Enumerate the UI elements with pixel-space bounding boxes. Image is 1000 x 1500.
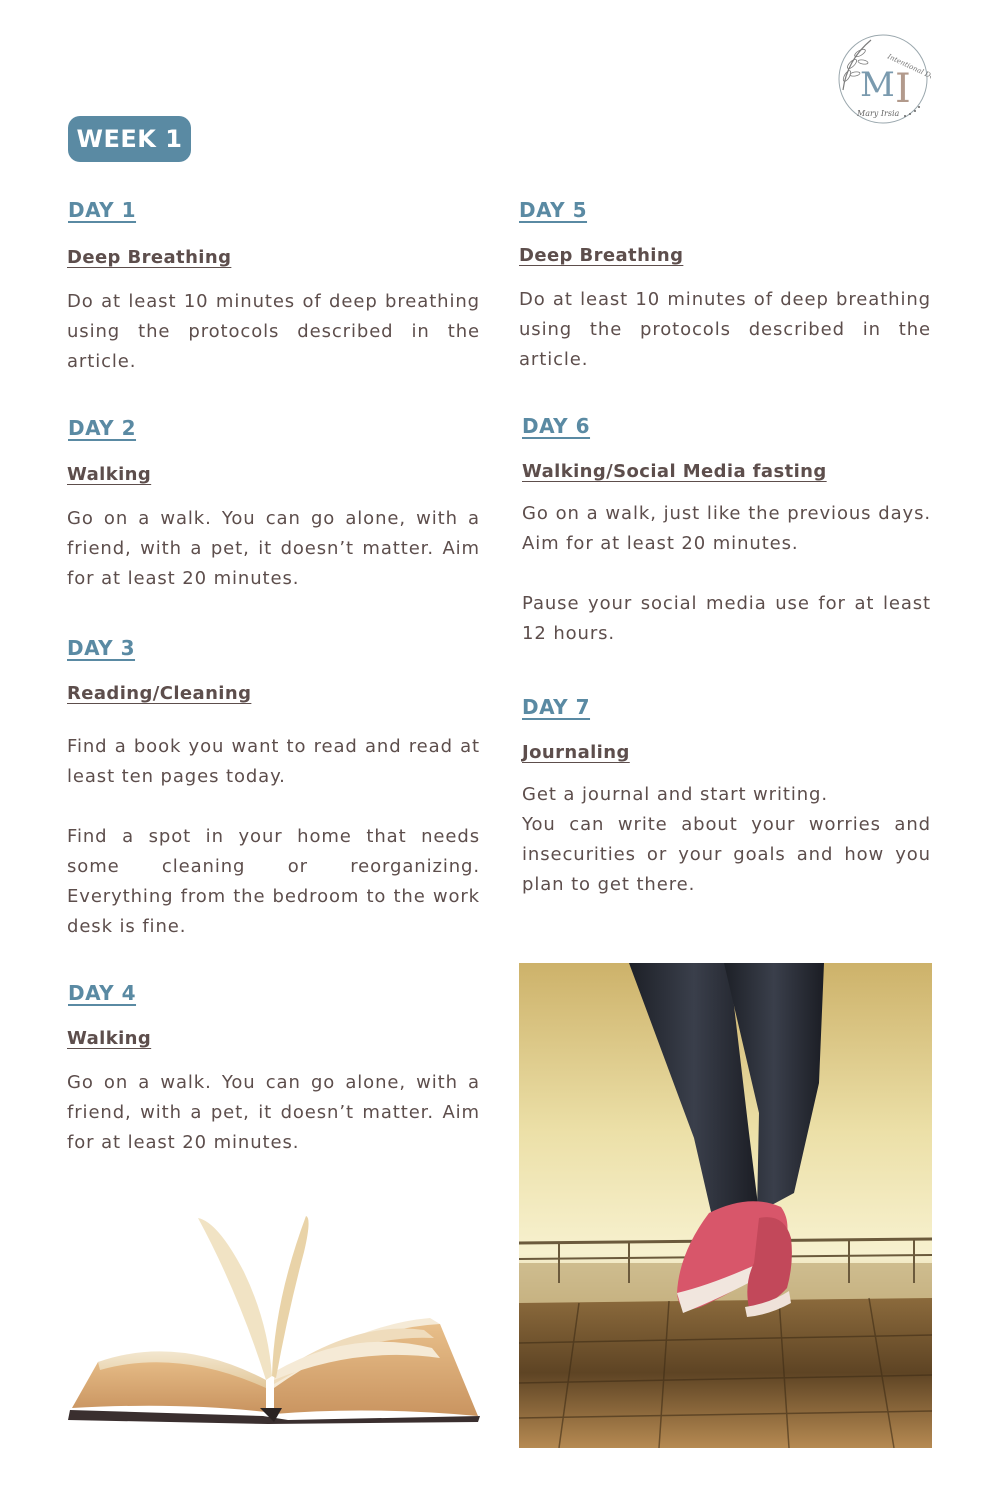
week-badge: WEEK 1 [68, 116, 191, 162]
day-4-text: Go on a walk. You can go alone, with a friend, with a pet, it doesn’t matter. Aim for at least 20 minutes. [67, 1072, 480, 1153]
day-7-text-2: You can write about your worries and insecurities or your goals and how you plan to get there. [522, 814, 931, 895]
day-6-title: DAY 6 [522, 414, 591, 438]
day-4-activity: Walking [67, 1028, 152, 1049]
day-3-activity: Reading/Cleaning [67, 683, 252, 704]
day-7-activity: Journaling [522, 742, 630, 763]
day-2-activity: Walking [67, 464, 152, 485]
svg-text:Intentional Design: Intentional Design [886, 52, 931, 88]
day-3-text-2: Find a spot in your home that needs some cleaning or reorganizing. Everything from the bedroom to the work desk is fine. [67, 826, 480, 937]
day-3-title: DAY 3 [67, 636, 136, 660]
walking-photo [519, 963, 932, 1448]
day-7-text-1: Get a journal and start writing. [522, 784, 828, 805]
day-1-title: DAY 1 [68, 198, 137, 222]
brand-logo [833, 30, 931, 126]
day-5-text: Do at least 10 minutes of deep breathing using the protocols described in the article. [519, 289, 931, 370]
day-6-text-1: Go on a walk, just like the previous days. Aim for at least 20 minutes. [522, 503, 931, 554]
day-3-text-1: Find a book you want to read and read at least ten pages today. [67, 736, 480, 787]
open-book-image [68, 1212, 480, 1424]
svg-text:I: I [895, 66, 911, 112]
day-2-title: DAY 2 [68, 416, 137, 440]
day-5-title: DAY 5 [519, 198, 588, 222]
day-6-activity: Walking/Social Media fasting [522, 461, 827, 482]
day-7-title: DAY 7 [522, 695, 591, 719]
svg-text:Mary Irsia: Mary Irsia [857, 109, 900, 118]
day-2-text: Go on a walk. You can go alone, with a friend, with a pet, it doesn’t matter. Aim for at least 20 minutes. [67, 508, 480, 589]
day-6-text-2: Pause your social media use for at least 12 hours. [522, 593, 931, 644]
day-5-activity: Deep Breathing [519, 245, 684, 266]
day-1-activity: Deep Breathing [67, 247, 232, 268]
day-1-text: Do at least 10 minutes of deep breathing using the protocols described in the article. [67, 291, 480, 372]
svg-text:M: M [860, 65, 895, 105]
day-4-title: DAY 4 [68, 981, 137, 1005]
